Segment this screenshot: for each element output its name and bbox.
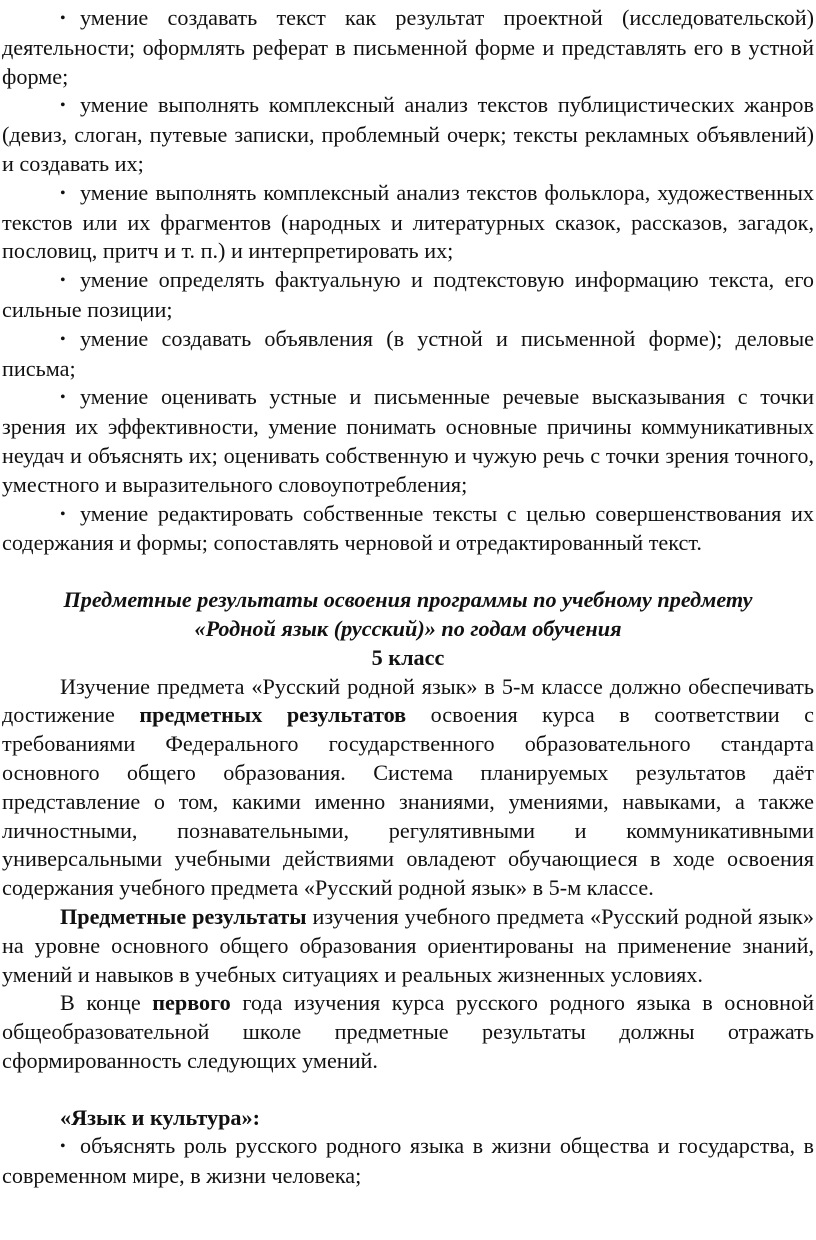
- list-item-text: умение выполнять комплексный анализ текстов фольклора, художественных текстов или их фрагментов (народных и литературных сказок, рассказов, загадок, пословиц, притч и т. п.) и интерпретировать их;: [2, 179, 814, 264]
- list-item: [2, 4, 814, 91]
- list-item-text: умение редактировать собственные тексты с целью совершенствования их содержания и формы; сопоставлять черновой и отредактированный текст.: [2, 500, 814, 556]
- list-item: [2, 1132, 814, 1191]
- bullet-icon: •: [60, 97, 66, 115]
- paragraph-results: [2, 903, 814, 989]
- list-item: [2, 383, 814, 499]
- list-item: [2, 325, 814, 384]
- section-heading-line-2: «Родной язык (русский)» по годам обучения: [194, 615, 622, 641]
- bullet-icon: •: [60, 10, 66, 27]
- bullet-icon: •: [60, 505, 66, 523]
- bullet-icon: •: [60, 330, 66, 348]
- list-item: [2, 179, 814, 266]
- list-item-text: умение создавать объявления (в устной и письменной форме); деловые письма;: [2, 325, 814, 381]
- spacer: [2, 1076, 814, 1104]
- bullet-icon: •: [60, 389, 66, 407]
- subsection-title: «Язык и культура»:: [60, 1104, 260, 1130]
- text-run: изучения учебного предмета «Русский родной язык» на уровне основного общего образования ориентированы на применение знаний, умений и навыков в учебных ситуациях и реальных жизненных условиях.: [2, 903, 814, 987]
- section-heading-line-1: Предметные результаты освоения программы по учебному предмету: [63, 587, 753, 613]
- bold-term: предметных результатов: [139, 702, 407, 728]
- list-item-text: умение выполнять комплексный анализ текстов публицистических жанров (девиз, слоган, путевые записки, проблемный очерк; тексты рекламных объявлений) и создавать их;: [2, 92, 814, 176]
- list-item: [2, 266, 814, 325]
- grade-title: 5 класс: [371, 644, 445, 670]
- list-item: [2, 91, 814, 178]
- bullet-icon: •: [60, 1138, 66, 1156]
- text-run: года изучения курса русского родного языка в основной общеобразовательной школе предметные результаты должны отражать сформированность следующих умений.: [2, 990, 814, 1073]
- text-run: Изучение предмета «Русский родной язык» в 5-м классе должно обеспечивать достижение: [2, 673, 814, 728]
- list-item-text: умение создавать текст как результат проектной (исследовательской) деятельности; оформлять реферат в письменной форме и представлять его в устной форме;: [2, 5, 814, 89]
- list-item-text: объяснять роль русского родного языка в жизни общества и государства, в современном мире, в жизни человека;: [2, 1133, 814, 1189]
- list-item: [2, 500, 814, 559]
- spacer: [2, 558, 814, 586]
- text-run: В конце: [60, 990, 153, 1016]
- text-run: освоения курса в соответствии с требованиями Федерального государственного образовательного стандарта основного общего образования. Система планируемых результатов даёт представление о том, какими именно знаниями, умениями, навыками, а также личностными, познавательными, регулятивными и коммуникативными универсальными учебными действиями овладеют обучающиеся в ходе освоения содержания учебного предмета «Русский родной язык» в 5-м классе.: [2, 702, 814, 901]
- list-item-text: умение определять фактуальную и подтекстовую информацию текста, его сильные позиции;: [2, 267, 814, 322]
- bullet-icon: •: [60, 272, 66, 290]
- paragraph-intro: [2, 673, 814, 903]
- bold-term: первого: [152, 990, 231, 1016]
- bullet-icon: •: [60, 184, 66, 202]
- bold-term: Предметные результаты: [60, 903, 307, 929]
- list-item-text: умение оценивать устные и письменные речевые высказывания с точки зрения их эффективности, умение понимать основные причины коммуникативных неудач и объяснять их; оценивать собственную и чужую речь с точки зрения точного, уместного и выразительного словоупотребления;: [2, 384, 814, 497]
- paragraph-first-year: [2, 989, 814, 1075]
